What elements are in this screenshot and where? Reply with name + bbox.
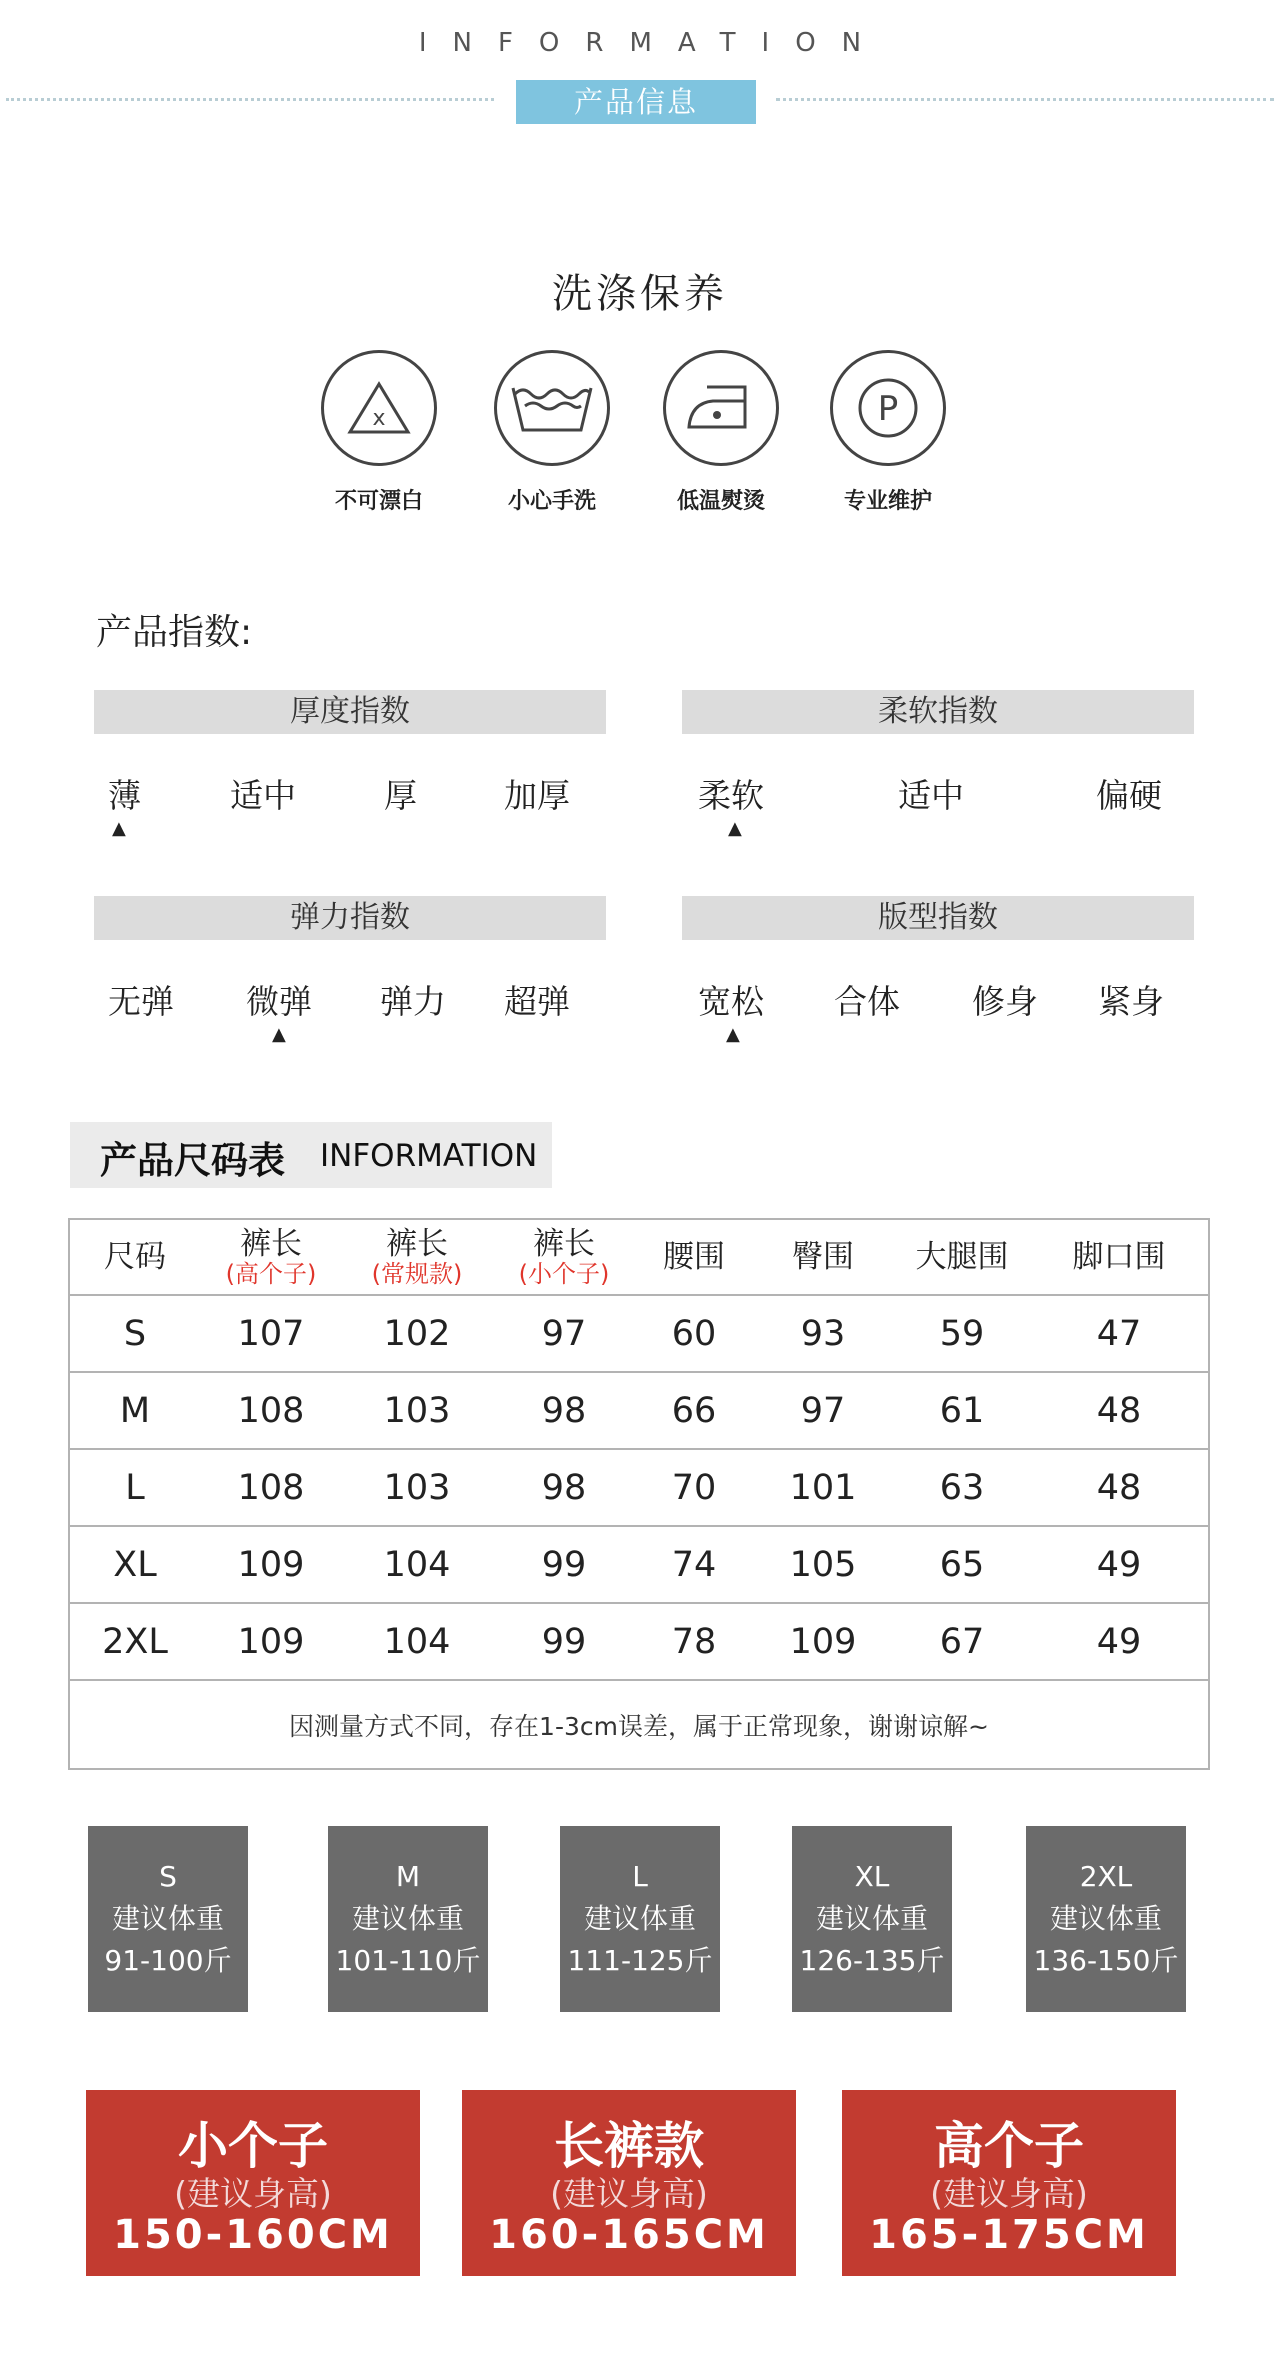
fit-option: 修身 — [972, 982, 1038, 1021]
height-box-name: 长裤款 — [554, 2117, 704, 2175]
size-table-title-en: INFORMATION — [320, 1138, 538, 1174]
weight-range: 136-150斤 — [1033, 1944, 1179, 1977]
table-cell: 59 — [939, 1313, 985, 1354]
table-cell: 103 — [383, 1390, 451, 1431]
no-bleach-icon — [321, 350, 437, 466]
table-cell: 98 — [541, 1390, 587, 1431]
header-divider-left — [6, 98, 494, 101]
table-cell: 63 — [939, 1467, 985, 1508]
care-label: 低温熨烫 — [676, 489, 765, 514]
table-header-row — [70, 1220, 1208, 1296]
table-cell: 67 — [939, 1621, 985, 1662]
weight-box-l — [560, 1826, 720, 2012]
table-cell: S — [123, 1313, 147, 1354]
softness-index-bar: 柔软指数 — [682, 690, 1194, 734]
table-cell: 97 — [541, 1313, 587, 1354]
elasticity-option: 弹力 — [380, 982, 446, 1021]
size-table-title: 产品尺码表 — [100, 1139, 285, 1182]
table-cell: 98 — [541, 1467, 587, 1508]
size-table — [68, 1218, 1210, 1770]
softness-option: 偏硬 — [1096, 776, 1162, 815]
table-cell: 108 — [237, 1467, 305, 1508]
weight-size: S — [159, 1860, 177, 1893]
softness-option: 柔软 — [698, 776, 764, 815]
selected-marker-icon: ▲ — [112, 818, 126, 839]
table-cell: 99 — [541, 1621, 587, 1662]
table-cell: 104 — [383, 1544, 451, 1585]
svg-text:x: x — [372, 406, 386, 431]
size-table-note-row — [70, 1681, 1208, 1768]
weight-box-m — [328, 1826, 488, 2012]
hand-wash-icon — [494, 350, 610, 466]
table-cell: 109 — [789, 1621, 857, 1662]
weight-label: 建议体重 — [583, 1902, 696, 1935]
height-box-tall — [842, 2090, 1176, 2276]
selected-marker-icon: ▲ — [272, 1024, 286, 1045]
care-item-hand-wash — [472, 350, 632, 515]
table-cell: 97 — [800, 1390, 846, 1431]
care-label: 专业维护 — [843, 489, 932, 514]
table-cell: 99 — [541, 1544, 587, 1585]
table-cell: 2XL — [102, 1621, 168, 1662]
elasticity-option: 微弹 — [246, 982, 312, 1021]
fit-index-bar: 版型指数 — [682, 896, 1194, 940]
table-cell: 61 — [939, 1390, 985, 1431]
table-cell: 109 — [237, 1621, 305, 1662]
weight-label: 建议体重 — [111, 1902, 224, 1935]
thickness-index-bar: 厚度指数 — [94, 690, 606, 734]
weight-range: 126-135斤 — [799, 1944, 945, 1977]
table-cell: XL — [113, 1544, 157, 1585]
table-cell: 108 — [237, 1390, 305, 1431]
table-cell: 107 — [237, 1313, 305, 1354]
height-box-range: 150-160CM — [113, 2212, 393, 2258]
table-cell: 47 — [1096, 1313, 1142, 1354]
elasticity-index-bar: 弹力指数 — [94, 896, 606, 940]
table-cell: 109 — [237, 1544, 305, 1585]
thickness-option: 适中 — [230, 776, 296, 815]
table-cell: 105 — [789, 1544, 857, 1585]
thickness-option: 厚 — [384, 776, 417, 815]
table-cell: 70 — [671, 1467, 717, 1508]
weight-size: M — [395, 1860, 421, 1893]
elasticity-option: 超弹 — [504, 982, 570, 1021]
thickness-option: 薄 — [108, 776, 141, 815]
selected-marker-icon: ▲ — [726, 1024, 740, 1045]
professional-care-icon — [830, 350, 946, 466]
care-item-low-iron — [641, 350, 801, 515]
height-box-range: 165-175CM — [869, 2212, 1149, 2258]
fit-option: 紧身 — [1098, 982, 1164, 1021]
table-header-cell: 腰围 — [663, 1239, 725, 1275]
indices-title: 产品指数: — [96, 612, 253, 653]
weight-size: L — [632, 1860, 648, 1893]
header-title: 产品信息 — [516, 80, 756, 124]
table-cell: 104 — [383, 1621, 451, 1662]
weight-box-xl — [792, 1826, 952, 2012]
care-label: 小心手洗 — [507, 489, 596, 514]
elasticity-option: 无弹 — [108, 982, 174, 1021]
care-item-no-bleach — [299, 350, 459, 515]
height-box-sub: (建议身高) — [550, 2174, 708, 2213]
height-box-name: 高个子 — [934, 2117, 1084, 2175]
table-header-cell: 臀围 — [792, 1239, 854, 1275]
care-label: 不可漂白 — [334, 489, 423, 514]
weight-range: 91-100斤 — [104, 1944, 232, 1977]
table-cell: 49 — [1096, 1544, 1142, 1585]
table-header-cell: 裤长 (常规款) — [371, 1226, 463, 1288]
table-cell: 93 — [800, 1313, 846, 1354]
care-item-professional-care — [808, 350, 968, 515]
low-iron-icon — [663, 350, 779, 466]
weight-label: 建议体重 — [351, 1902, 464, 1935]
table-cell: 101 — [789, 1467, 857, 1508]
table-row — [70, 1450, 1208, 1527]
header-en-title: INFORMATION — [418, 28, 888, 58]
height-box-long — [462, 2090, 796, 2276]
weight-label: 建议体重 — [815, 1902, 928, 1935]
thickness-option: 加厚 — [504, 776, 570, 815]
selected-marker-icon: ▲ — [728, 818, 742, 839]
size-table-note: 因测量方式不同，存在1-3cm误差，属于正常现象，谢谢谅解~ — [289, 1711, 989, 1741]
weight-range: 111-125斤 — [567, 1944, 713, 1977]
weight-box-s — [88, 1826, 248, 2012]
table-cell: 103 — [383, 1467, 451, 1508]
header-divider-right — [776, 98, 1274, 101]
table-cell: 78 — [671, 1621, 717, 1662]
weight-size: XL — [854, 1860, 890, 1893]
fit-option: 宽松 — [698, 982, 764, 1021]
fit-option: 合体 — [834, 982, 900, 1021]
weight-box-2xl — [1026, 1826, 1186, 2012]
height-box-petite — [86, 2090, 420, 2276]
table-cell: 48 — [1096, 1467, 1142, 1508]
table-cell: L — [125, 1467, 145, 1508]
care-title: 洗涤保养 — [552, 271, 728, 317]
table-cell: 74 — [671, 1544, 717, 1585]
table-row — [70, 1296, 1208, 1373]
table-cell: 65 — [939, 1544, 985, 1585]
table-row — [70, 1604, 1208, 1681]
table-row — [70, 1373, 1208, 1450]
softness-option: 适中 — [898, 776, 964, 815]
height-box-sub: (建议身高) — [174, 2174, 332, 2213]
table-cell: 66 — [671, 1390, 717, 1431]
weight-size: 2XL — [1079, 1860, 1133, 1893]
table-cell: 60 — [671, 1313, 717, 1354]
weight-range: 101-110斤 — [335, 1944, 481, 1977]
table-row — [70, 1527, 1208, 1604]
table-cell: 49 — [1096, 1621, 1142, 1662]
svg-text:P: P — [877, 389, 899, 429]
height-box-range: 160-165CM — [489, 2212, 769, 2258]
table-header-cell: 尺码 — [104, 1239, 166, 1275]
table-header-cell: 裤长 (小个子) — [518, 1226, 610, 1288]
height-box-sub: (建议身高) — [930, 2174, 1088, 2213]
table-header-cell: 裤长 (高个子) — [225, 1226, 317, 1288]
table-cell: 102 — [383, 1313, 451, 1354]
table-header-cell: 脚口围 — [1072, 1239, 1166, 1275]
table-cell: 48 — [1096, 1390, 1142, 1431]
table-header-cell: 大腿围 — [915, 1239, 1009, 1275]
table-cell: M — [119, 1390, 151, 1431]
height-box-name: 小个子 — [178, 2117, 328, 2175]
weight-label: 建议体重 — [1049, 1902, 1162, 1935]
